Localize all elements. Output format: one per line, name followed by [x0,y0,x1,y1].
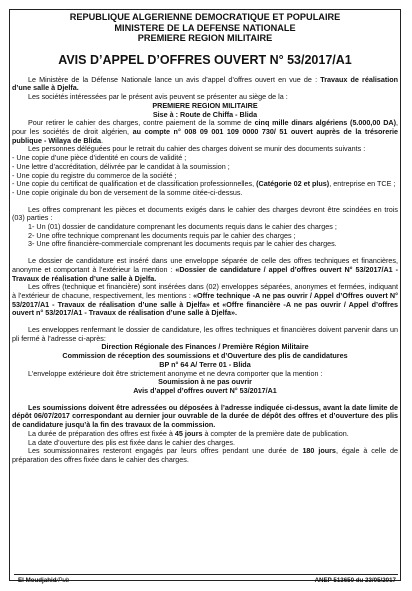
charges-payment-paragraph: Pour retirer le cahier des charges, contre paiement de la somme de cinq mille dinars algériens (5.000,00 DA), pour les sociétés de droit algérien, au compte n° 008 09 001 109 0000 730/ 51 ouvert auprès de la trésorerie publique - Wilaya de Blida. [12,118,398,145]
list-item: - Une copie d’une pièce d’identité en cours de validité ; [12,153,187,163]
notice-footer [14,574,398,587]
preparation-duration-paragraph: La durée de préparation des offres est fixée à 45 jours à compter de la première date de publication. [28,428,349,438]
offer-part-item: 2- Une offre technique comprenant les documents requis par le cahier des charges ; [28,230,296,240]
mention-line-2: Avis d’appel d’offres ouvert N° 53/2017/A1 [133,385,277,395]
ministry-header: MINISTERE DE LA DEFENSE NATIONALE [114,22,296,33]
required-documents-list [12,154,398,198]
address-line-1: PREMIERE REGION MILITAIRE [152,100,258,110]
submission-address-1: Direction Régionale des Finances / Première Région Militaire [101,342,309,352]
list-item: - Une lettre d’accréditation, délivrée par le candidat à la soumission ; [12,161,230,171]
deadline-paragraph: Les soumissions doivent être adressées ou déposées à l’adresse indiquée ci-dessus, avant la date limite de dépôt 06/07/2017 correspondant au dernier jour ouvrable de la durée de dépôt des offres et d’ouverture des plis de candidature jusqu’à la fin des travaux de la commission. [12,402,398,430]
list-item: - Une copie du registre du commerce de la société ; [12,170,177,180]
offers-paragraph: Les offres comprenant les pièces et documents exigés dans le cahier des charges devront être scindées en trois (03) parties : [12,204,398,223]
delegates-paragraph: Les personnes déléguées pour le retrait du cahier des charges doivent se munir des documents suivants : [28,144,366,154]
envelopes-paragraph: Les enveloppes renfermant le dossier de candidature, les offres techniques et financières doivent parvenir dans un pli fermé à l’adresse ci-après: [12,325,398,343]
region-header: PREMIERE REGION MILITAIRE [137,33,273,44]
candidature-envelope-paragraph: Le dossier de candidature est inséré dans une enveloppe séparée de celle des offres techniques et financières, anonyme et comportant à l’extérieur la mention : «Dossier de candidature / appel d’offres ouvert N° 53/2017/A1 - Travaux de réalisation d’une salle à Djelfa. [12,256,398,283]
submission-address-3: BP n° 64 A/ Terre 01 - Blida [159,359,251,369]
list-item: - Une copie du certificat de qualification et de classification professionnelles, (Catégorie 02 et plus), entreprise en TCE ; [12,179,396,189]
validity-paragraph: Les soumissionnaires resteront engagés par leurs offres pendant une durée de 180 jours, égale à celle de préparation des offres fixée dans le cahier des charges. [12,446,399,464]
offer-part-item: 1- Un (01) dossier de candidature comprenant les documents requis dans le cahier des charges ; [28,222,337,232]
offer-part-item: 3- Une offre financière-commerciale comprenant les documents requis par le cahier des charges. [28,239,337,249]
notice-title: AVIS D’APPEL D’OFFRES OUVERT N° 53/2017/A1 [58,52,352,67]
intro-paragraph-2: Les sociétés intéressées par le présent avis peuvent se présenter au siège de la : [28,92,288,102]
offers-envelope-paragraph: Les offres (technique et financière) sont insérées dans (02) enveloppes séparées, anonymes et fermées, indiquant à l’extérieur de chacune, respectivement, les mentions : «Offre technique -A ne pas ouvrir / Appel d’Offres ouvert N° 53/2017/A1 - Travaux de réalisation d’une salle à Djelfa» et «Offre financière -A ne pas ouvrir / Appel d’offres ouvert n° 53/2017/A1 - Travaux de réalisation d’une salle à Djelfa». [12,282,398,318]
mention-line-1: Soumission à ne pas ouvrir [158,377,252,387]
publication-credit: El Moudjahid/Pub [18,577,70,584]
intro-paragraph: Le Ministère de la Défense Nationale lance un avis d’appel d’offres ouvert en vue de : Travaux de réalisation d’une salle à Djelfa. [12,74,398,93]
opening-date-paragraph: La date d’ouverture des plis est fixée dans le cahier des charges. [28,437,235,447]
list-item: - Une copie originale du bon de versement de la somme citée-ci-dessus. [12,187,243,197]
submission-address-2: Commission de réception des soumissions et d’Ouverture des plis de candidatures [62,351,348,361]
anep-reference: ANEP 513650 du 23/05/2017 [314,577,396,584]
address-line-2: Sise à : Route de Chiffa - Blida [152,109,258,119]
tender-notice [12,12,398,465]
republic-header: REPUBLIQUE ALGERIENNE DEMOCRATIQUE ET POPULAIRE [69,12,341,22]
anonymous-envelope-paragraph: L’enveloppe extérieure doit être strictement anonyme et ne devra comporter que la mention : [28,368,323,378]
